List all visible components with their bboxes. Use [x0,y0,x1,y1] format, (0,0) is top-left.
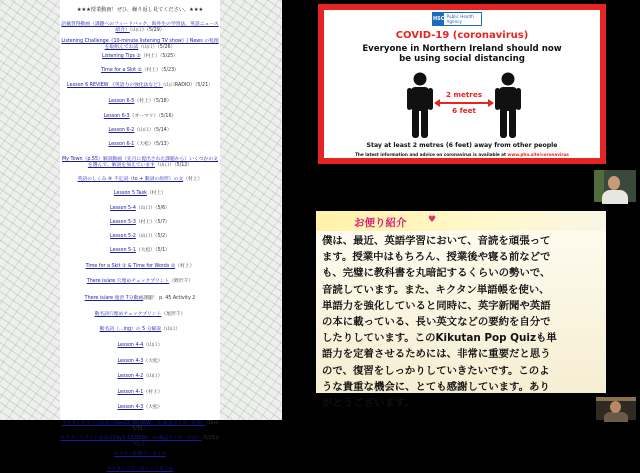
video-link-title[interactable]: There is/are 復習 7分動画 [84,296,144,301]
video-link-item[interactable] [60,206,220,212]
video-link-item[interactable] [60,359,220,365]
poster-info [324,152,600,157]
video-link-item[interactable] [60,452,220,458]
video-link-item[interactable] [60,374,220,380]
video-link-title[interactable]: 英語のしくみ ④ 不定詞（to + 動詞の原形）の文 [77,177,184,182]
letter-line: したりしています。このKikutan Pop Quizも単 [322,332,557,345]
presenter-video-thumbnail[interactable] [596,397,636,420]
video-link-item[interactable] [60,54,220,60]
poster-instruction: Stay at least 2 metres (6 feet) away from other people [366,142,558,149]
video-link-item[interactable] [60,296,220,302]
video-link-item[interactable] [60,157,220,169]
video-link-title[interactable]: 動名詞穴埋めチェックプリント [94,312,162,317]
video-link-date: （山口）（5/26） [138,45,176,50]
video-link-item[interactable] [60,191,220,197]
video-link-title[interactable]: Lesson 6-5 [108,99,135,104]
video-link-date: （山口） [161,327,181,332]
poster-title: COVID-19 (coronavirus) [395,30,529,41]
video-link-title[interactable]: Lesson 4-1 [117,390,144,395]
video-link-item[interactable] [60,83,220,89]
distance-metres-label: 2 metres [445,90,482,99]
video-link-item[interactable] [60,264,220,270]
video-link-title[interactable]: Lesson 5-4 [110,206,136,211]
video-link-item[interactable] [60,128,220,134]
video-link-date: （オーマリ）（5/16） [129,114,177,119]
video-link-date: （山口） [143,374,163,379]
video-link-title[interactable]: Lesson 5-2 [110,234,136,239]
video-link-item[interactable] [60,99,220,105]
video-link-title[interactable]: There is/are 穴埋めチェックプリント [86,279,170,284]
distance-feet-label: 6 feet [452,106,476,115]
headline-line-1: Everyone in Northern Ireland should now [362,44,562,54]
letter-line: 単語力を強化していると同時に、英字新聞や英語 [322,299,551,312]
video-link-title[interactable]: キクタン前期アーカイブ [113,452,167,457]
video-link-title[interactable]: キクタンパワーポイントまとめ [106,467,174,472]
letter-line: がとうございます。 [322,397,415,410]
video-link-item[interactable] [60,68,220,74]
video-link-item[interactable] [60,327,220,333]
presenter-face [610,401,621,413]
video-link-date: （村上） [175,264,195,269]
video-link-item[interactable] [60,177,220,183]
video-link-title[interactable]: Lesson 4-3 [117,359,144,364]
video-link-date: （村上）（5/23） [141,68,179,73]
hsc-logo-icon: HSC [433,13,444,25]
video-link-item[interactable] [60,220,220,226]
video-link-date: （村上） [143,390,163,395]
video-link-title[interactable]: Time for a Skit ① & Time for Words ① [85,264,176,269]
video-link-item[interactable] [60,421,220,433]
video-link-date: （村上）（5/18） [134,99,172,104]
video-link-title[interactable]: Lesson 6-1 [108,142,135,147]
distance-arrow [436,102,492,104]
video-link-item[interactable] [60,312,220,318]
video-link-item[interactable] [60,279,220,285]
video-link-item[interactable] [60,390,220,396]
covid-poster-slide [318,4,606,164]
letter-body [322,233,602,411]
letter-introduction-slide [316,211,606,410]
video-link-title[interactable]: Lesson 6-3 [103,114,130,119]
headline-line-2: be using social distancing [399,54,525,64]
video-link-date: （山口）（5/14） [134,128,172,133]
video-link-item[interactable] [60,39,220,51]
logo-text: Public Health Agency [446,14,474,24]
person-icon [494,72,522,138]
video-link-item[interactable] [60,436,220,448]
pha-logo [432,12,482,26]
presenter-face [608,176,620,190]
video-link-date: （山口）（5/2） [135,234,170,239]
video-link-date: （村上） [183,177,203,182]
page-header: ★★★授業動画！ぜひ、繰り返し見てください。★★★ [76,7,204,13]
video-link-date: （山口）（5/12） [154,163,193,168]
letter-line: ので、復習をしっかりしていきたいです。このよ [322,364,550,377]
video-link-title[interactable]: Lesson 6 REVIEW 《英語力の強化法など》 [67,83,163,88]
video-link-item[interactable] [60,234,220,240]
video-link-item[interactable] [60,22,220,34]
video-link-title[interactable]: キクタンスライド前前日Day1-12(NEW) （←確認クイズ、必須） [60,436,202,441]
letter-line: 僕は、最近、英語学習において、音読を頑張って [322,235,551,247]
video-link-date: （大松） [143,405,163,410]
video-link-date: （村上） [146,191,167,196]
video-link-item[interactable] [60,114,220,120]
video-link-date: （山口）（5/6） [135,206,170,211]
video-link-item[interactable] [60,405,220,411]
presenter-shirt [604,412,628,422]
video-link-date: （野沢千） [169,279,194,284]
letter-line: 音読しています。また、キクタン単語帳を使い、 [322,283,550,296]
video-link-date: （大松）（5/13） [134,142,172,147]
video-link-list-page [60,0,220,472]
video-link-date: （Due 5/31） [132,421,219,432]
letter-line: も、完璧に教科書を丸暗記するくらいの勢いで、 [322,267,551,280]
video-link-date: （尾形千） [161,312,186,317]
presenter-shirt [602,190,628,204]
video-link-title[interactable]: Lesson 6-2 [108,128,135,133]
video-link-title[interactable]: Listening Challenge《10-minute listening TV show》/ News の処理を取組んでお試 [61,39,219,50]
video-link-title[interactable]: Lesson 4-2 [117,374,144,379]
video-link-item[interactable] [60,467,220,473]
video-link-date: （山口）（5/29） [129,28,165,33]
video-link-title[interactable]: 動名詞（…ing）の 5 分解説 [99,327,162,332]
video-link-date: 課題！ p. 45 Activity 2 [143,296,196,301]
video-link-title[interactable]: Lesson 4-3 [117,405,144,410]
video-link-date: （山口） [143,343,163,348]
video-link-title[interactable]: 語彙習得動画（課題へのフィードバック、海外生の学習法、英語ニュース紹介） [61,22,219,33]
person-icon [406,72,434,138]
video-link-date: （大松） [143,359,163,364]
video-link-date: （村上）（5/25） [140,54,178,59]
video-link-item[interactable] [60,248,220,254]
video-link-title[interactable]: Listening Tips ② [102,54,141,59]
video-link-title[interactable]: Time for a Skit ② [101,68,142,73]
letter-line: ます。授業中はもちろん、授業後や寝る前などで [322,251,551,264]
video-link-date: （山口RADIO）（5/21） [162,83,213,88]
video-link-title[interactable]: キクタンスライド前前日Day23-36(NEW) （←確認クイズ、必須） [61,421,207,426]
letter-line: の本に載っている、長い英文などの要約を自分で [322,316,551,329]
info-text: The latest information and advice on coronavirus is available at [355,152,508,157]
video-link-date: （大松）（5/1） [135,248,170,253]
video-link-title[interactable]: Lesson 5-1 [110,248,136,253]
video-link-title[interactable]: Lesson 5 Task [113,191,147,196]
video-link-title[interactable]: Lesson 5-3 [110,220,136,225]
video-link-item[interactable] [60,343,220,349]
slide-title: お便り紹介 [354,217,407,229]
video-link-item[interactable] [60,142,220,148]
heart-icon: ♥ [428,215,437,225]
letter-line: 語力を定着させるためには、非常に重要だと思う [322,348,551,361]
poster-headline [324,44,600,64]
letter-line: うな貴重な機会に、とても感謝しています。あり [322,380,550,393]
shared-slide-panel-top [282,0,640,207]
video-link-title[interactable]: My Town（p.55）解説動画（先月に提出された課題から）いくつかの文を選んで、解説を加えています [62,157,218,168]
info-link[interactable]: www.pha.site/coronavirus [507,152,569,157]
video-link-date: （村上）（5/7） [135,220,170,225]
presenter-video-thumbnail[interactable] [594,170,636,202]
shared-slide-panel-bottom [282,207,640,420]
video-link-date: （5/25までに） [132,436,220,447]
video-link-title[interactable]: Lesson 4-4 [117,343,144,348]
